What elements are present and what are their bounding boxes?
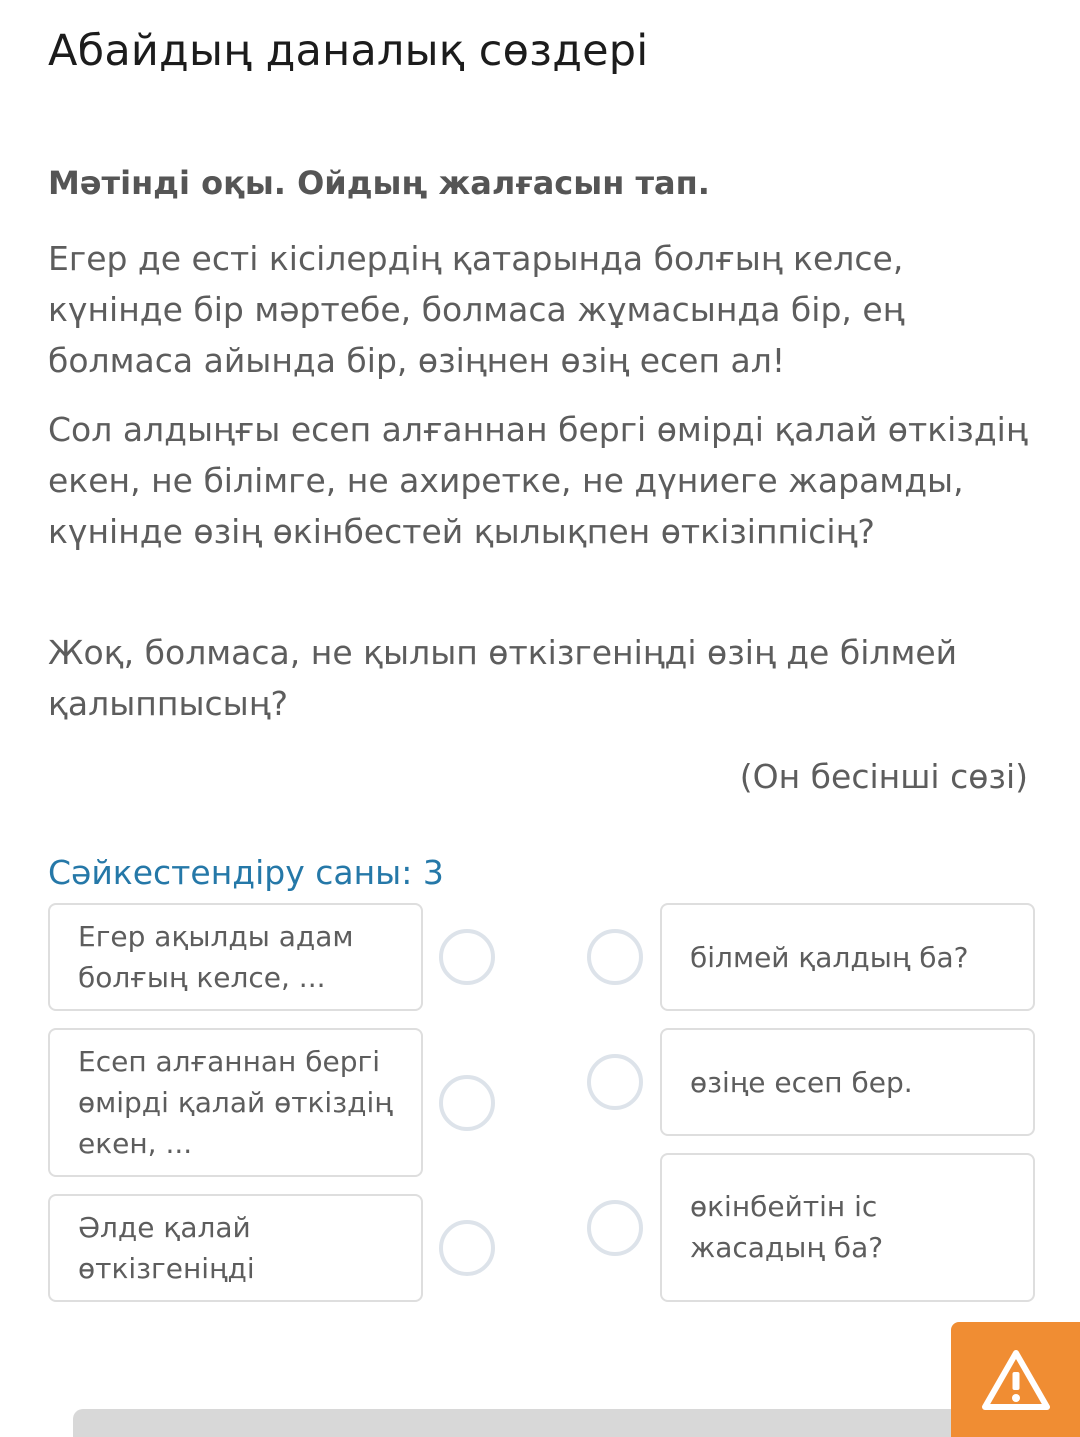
- left-match-card[interactable]: [48, 903, 423, 1011]
- warning-triangle-icon: [981, 1348, 1051, 1412]
- left-match-text: Әлде қалай өткізгеніңді: [78, 1211, 255, 1285]
- right-match-card[interactable]: [660, 903, 1035, 1011]
- source-attribution: (Он бесінші сөзі): [739, 757, 1028, 796]
- right-match-text: өзіңе есеп бер.: [690, 1065, 913, 1099]
- right-match-card[interactable]: [660, 1028, 1035, 1136]
- right-connector-circle[interactable]: [587, 1054, 643, 1110]
- left-connector-circle[interactable]: [439, 1075, 495, 1131]
- text-paragraph: Егер де есті кісілердің қатарында болғың келсе, күнінде бір мәртебе, болмаса жұмасында бір, ең болмаса айында бір, өзіңнен өзің есеп ал!: [48, 239, 905, 380]
- instruction-heading: Мәтінді оқы. Ойдың жалғасын тап.: [48, 164, 710, 202]
- left-match-text: Есеп алғаннан бергі өмірді қалай өткіздің екен, ...: [78, 1045, 393, 1160]
- right-connector-circle[interactable]: [587, 929, 643, 985]
- left-connector-circle[interactable]: [439, 1220, 495, 1276]
- right-match-text: өкінбейтін іс жасадың ба?: [690, 1190, 884, 1264]
- left-match-card[interactable]: [48, 1194, 423, 1302]
- left-connector-circle[interactable]: [439, 929, 495, 985]
- right-match-text: білмей қалдың ба?: [690, 940, 969, 974]
- match-count-label: Сәйкестендіру саны: 3: [48, 853, 444, 892]
- left-match-card[interactable]: [48, 1028, 423, 1177]
- page-title: Абайдың даналық сөздері: [48, 26, 649, 76]
- left-match-text: Егер ақылды адам болғың келсе, ...: [78, 920, 354, 994]
- text-paragraph: Сол алдыңғы есеп алғаннан бергі өмірді қалай өткіздің екен, не білімге, не ахиретке, не дүниеге жарамды, күнінде өзің өкінбестей қылықпен өткізіппісің?: [48, 410, 1028, 551]
- bottom-action-bar[interactable]: [73, 1409, 951, 1437]
- right-connector-circle[interactable]: [587, 1200, 643, 1256]
- report-problem-button[interactable]: [951, 1322, 1080, 1437]
- text-paragraph: Жоқ, болмаса, не қылып өткізгеніңді өзің де білмей қалыппысың?: [48, 633, 958, 723]
- right-match-card[interactable]: [660, 1153, 1035, 1302]
